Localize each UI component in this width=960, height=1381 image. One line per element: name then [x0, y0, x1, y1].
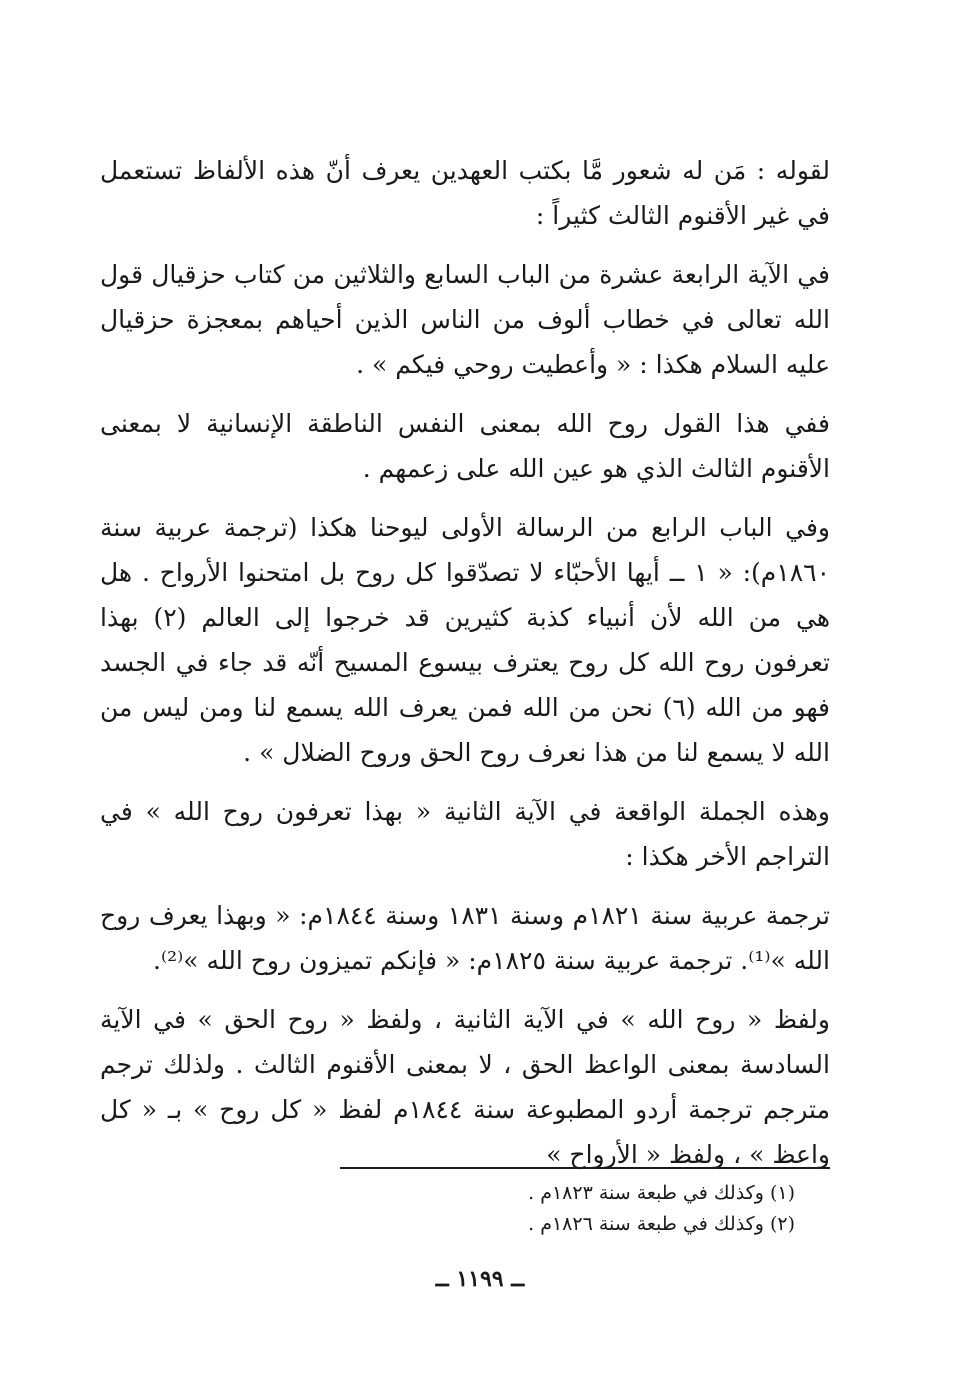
footnotes: [340, 1178, 795, 1240]
paragraph-spirit-meaning: ولفظ « روح الله » في الآية الثانية ، ولفظ « روح الحق » في الآية السادسة بمعنى الواعظ الحق ، لا بمعنى الأقنوم الثالث . ولذلك ترجم مترجم ترجمة أردو المطبوعة سنة ١٨٤٤م لفظ « كل روح » بـ « كل واعظ » ، ولفظ « الأرواح »: [100, 1005, 830, 1169]
paragraph-translation-years: ترجمة عربية سنة ١٨٢١م وسنة ١٨٣١ وسنة ١٨٤٤م: « وبهذا يعرف روح الله »⁽¹⁾. ترجمة عربية سنة ١٨٢٥م: « فإنكم تميزون روح الله »⁽²⁾.: [100, 901, 830, 975]
page-number: ــ ١١٩٩ ــ: [435, 1266, 525, 1292]
footnote-2: (٢) وكذلك في طبعة سنة ١٨٢٦م .: [528, 1213, 795, 1235]
footnote-1: (١) وكذلك في طبعة سنة ١٨٢٣م .: [528, 1182, 795, 1204]
paragraph-ezekiel-verse: في الآية الرابعة عشرة من الباب السابع والثلاثين من كتاب حزقيال قول الله تعالى في خطاب ألوف من الناس الذين أحياهم بمعجزة حزقيال عليه السلام هكذا : « وأعطيت روحي فيكم » .: [100, 260, 830, 379]
paragraph-john-epistle: وفي الباب الرابع من الرسالة الأولى ليوحنا هكذا (ترجمة عربية سنة ١٨٦٠م): « ١ ــ أيها الأحبّاء لا تصدّقوا كل روح بل امتحنوا الأرواح . هل هي من الله لأن أنبياء كذبة كثيرين قد خرجوا إلى العالم (٢) بهذا تعرفون روح الله كل روح يعترف بيسوع المسيح أنّه قد جاء في الجسد فهو من الله (٦) نحن من الله فمن يعرف الله يسمع لنا ومن ليس من الله لا يسمع لنا من هذا نعرف روح الحق وروح الضلال » .: [100, 513, 831, 767]
paragraph-other-translations: وهذه الجملة الواقعة في الآية الثانية « بهذا تعرفون روح الله » في التراجم الأخر هكذا :: [100, 797, 830, 871]
page-body: [100, 148, 830, 1191]
footnote-divider: [340, 1167, 830, 1169]
paragraph-ezekiel-meaning: ففي هذا القول روح الله بمعنى النفس الناطقة الإنسانية لا بمعنى الأقنوم الثالث الذي هو عين الله على زعمهم .: [100, 409, 830, 483]
paragraph-intro: لقوله : مَن له شعور مَّا بكتب العهدين يعرف أنّ هذه الألفاظ تستعمل في غير الأقنوم الثالث كثيراً :: [100, 156, 830, 230]
